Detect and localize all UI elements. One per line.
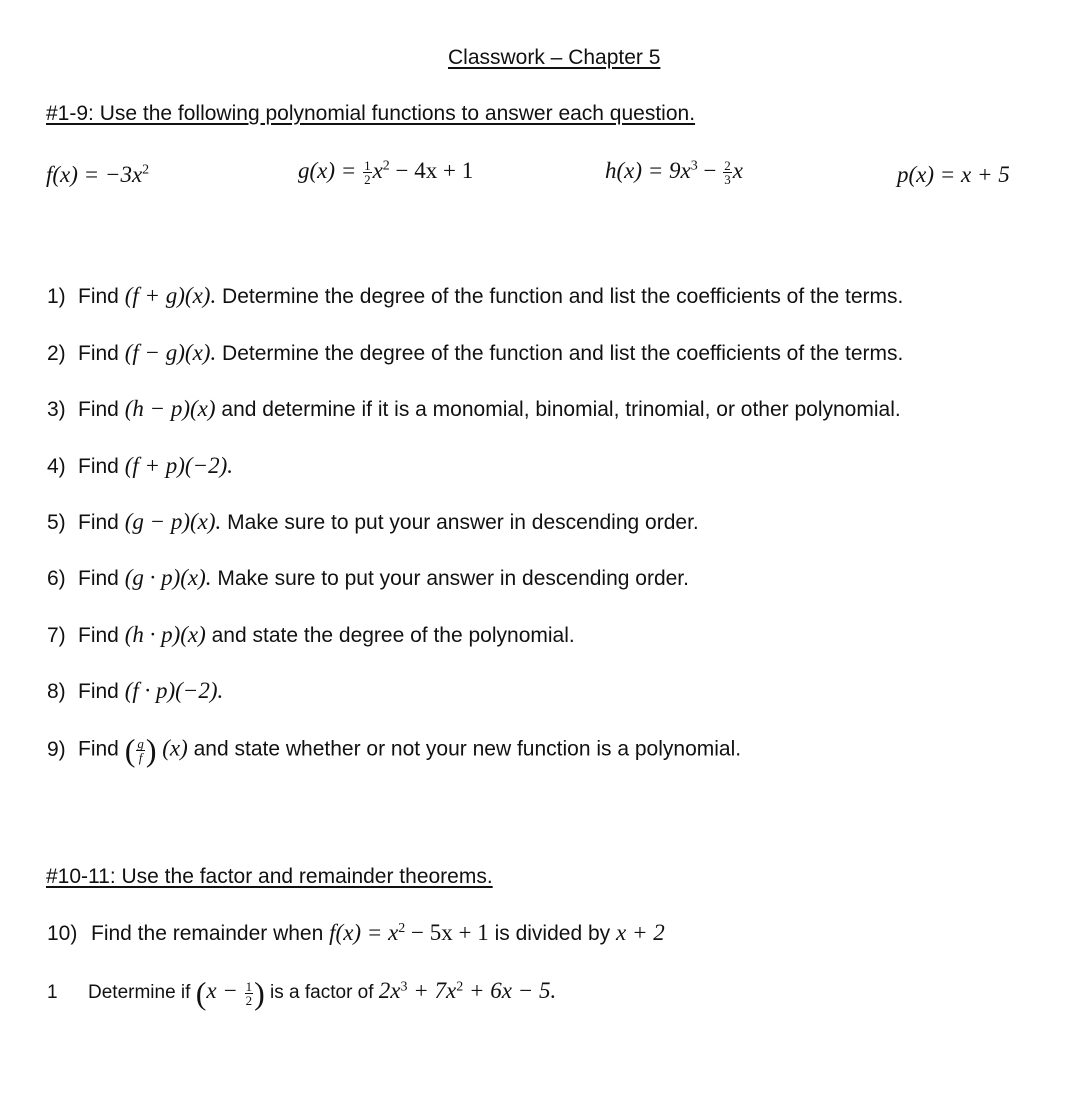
section2-heading: #10-11: Use the factor and remainder theorems. [46, 865, 493, 888]
function-g [298, 158, 473, 186]
question-8 [47, 678, 223, 704]
question-expr: (h · p)(x) [124, 622, 206, 647]
function-h-rest: x [732, 158, 743, 183]
question-find: Find [78, 398, 125, 421]
question-text: and state the degree of the polynomial. [205, 624, 575, 647]
left-paren: ( [124, 732, 136, 768]
question-expr: 2x [378, 978, 401, 1004]
question-3 [47, 396, 901, 422]
function-h [605, 158, 743, 186]
function-h-exp: 3 [690, 158, 698, 174]
function-g-exp: 2 [382, 158, 390, 174]
question-number: 7) [47, 624, 66, 647]
function-g-x: x [372, 158, 383, 183]
function-g-lhs: g(x) = [298, 158, 363, 183]
question-find: Find [78, 624, 125, 647]
question-find: Find [78, 455, 125, 478]
function-g-rest: − 4x + 1 [389, 158, 474, 183]
question-number: 2) [47, 342, 66, 365]
question-5 [47, 509, 699, 535]
question-expr: f(x) = x [329, 920, 399, 945]
fraction-num: g [137, 735, 144, 751]
question-number: 9) [47, 737, 66, 761]
fraction-num: 1 [245, 978, 253, 994]
question-text: Determine the degree of the function and list the coefficients of the terms. [216, 285, 904, 308]
function-h-lhs: h(x) = 9x [605, 158, 691, 183]
question-expr3: x + 2 [615, 920, 665, 945]
function-g-num: 1 [364, 158, 371, 174]
function-f [46, 162, 149, 188]
question-find: Find [78, 285, 125, 308]
function-h-fraction [723, 159, 732, 186]
question-find: Find [78, 567, 125, 590]
question-text2: is a factor of [264, 982, 379, 1004]
question-expr: (g · p)(x). [124, 565, 212, 590]
question-exp1: 3 [400, 979, 408, 995]
question-expr: (h − p)(x) [124, 396, 216, 421]
question-var: x − [206, 978, 244, 1004]
function-g-den: 2 [364, 172, 371, 188]
question-text: Find the remainder when [91, 922, 330, 945]
function-f-lhs: f(x) = −3x [46, 162, 143, 187]
question-text: and determine if it is a monomial, binomial, trinomial, or other polynomial. [215, 398, 901, 421]
function-h-num: 2 [724, 158, 731, 174]
function-g-fraction [363, 159, 372, 186]
half-fraction [245, 980, 254, 1007]
question-11 [47, 977, 556, 1009]
right-paren: ) [145, 732, 157, 768]
question-find: Find [78, 342, 125, 365]
function-h-mid: − [697, 158, 723, 183]
question-number: 4) [47, 455, 66, 478]
question-find: Find [78, 680, 125, 703]
question-expr: (x) [156, 735, 188, 761]
question-number: 6) [47, 567, 66, 590]
question-exp2: 2 [456, 979, 464, 995]
question-7 [47, 622, 575, 648]
question-text: Determine if [88, 982, 196, 1004]
function-f-exp: 2 [142, 162, 150, 178]
question-exp: 2 [398, 921, 406, 936]
left-paren: ( [195, 975, 207, 1011]
fraction-den: f [138, 749, 143, 765]
question-expr2: − 5x + 1 [405, 920, 489, 945]
question-text2: is divided by [488, 922, 616, 945]
question-number: 1 [47, 982, 58, 1004]
fraction-den: 2 [245, 992, 253, 1008]
function-p: p(x) = x + 5 [897, 162, 1010, 187]
question-number: 3) [47, 398, 66, 421]
question-text: and state whether or not your new function is a polynomial. [187, 737, 742, 761]
question-expr: (f + p)(−2). [124, 453, 234, 478]
question-text: Make sure to put your answer in descending order. [211, 567, 689, 590]
question-number: 8) [47, 680, 66, 703]
question-number: 1) [47, 285, 66, 308]
question-number: 10) [47, 922, 78, 945]
question-9 [47, 734, 741, 766]
question-10 [47, 920, 665, 946]
question-expr3: + 6x − 5. [463, 978, 557, 1004]
right-paren: ) [254, 975, 265, 1011]
question-find: Find [78, 511, 125, 534]
question-expr: (f − g)(x). [124, 340, 217, 365]
question-1 [47, 283, 903, 309]
question-4 [47, 453, 233, 479]
question-2 [47, 340, 903, 366]
question-6 [47, 565, 689, 591]
section1-heading: #1-9: Use the following polynomial functions to answer each question. [46, 102, 696, 125]
question-expr2: + 7x [407, 978, 457, 1004]
question-text: Make sure to put your answer in descending order. [221, 511, 699, 534]
question-text: Determine the degree of the function and list the coefficients of the terms. [216, 342, 904, 365]
page-title: Classwork – Chapter 5 [448, 46, 661, 69]
question-expr: (g − p)(x). [124, 509, 222, 534]
question-expr: (f + g)(x). [124, 283, 217, 308]
question-expr: (f · p)(−2). [124, 678, 224, 703]
question-number: 5) [47, 511, 66, 534]
function-h-den: 3 [724, 172, 731, 188]
question-find: Find [78, 737, 125, 761]
quotient-fraction [136, 737, 145, 764]
